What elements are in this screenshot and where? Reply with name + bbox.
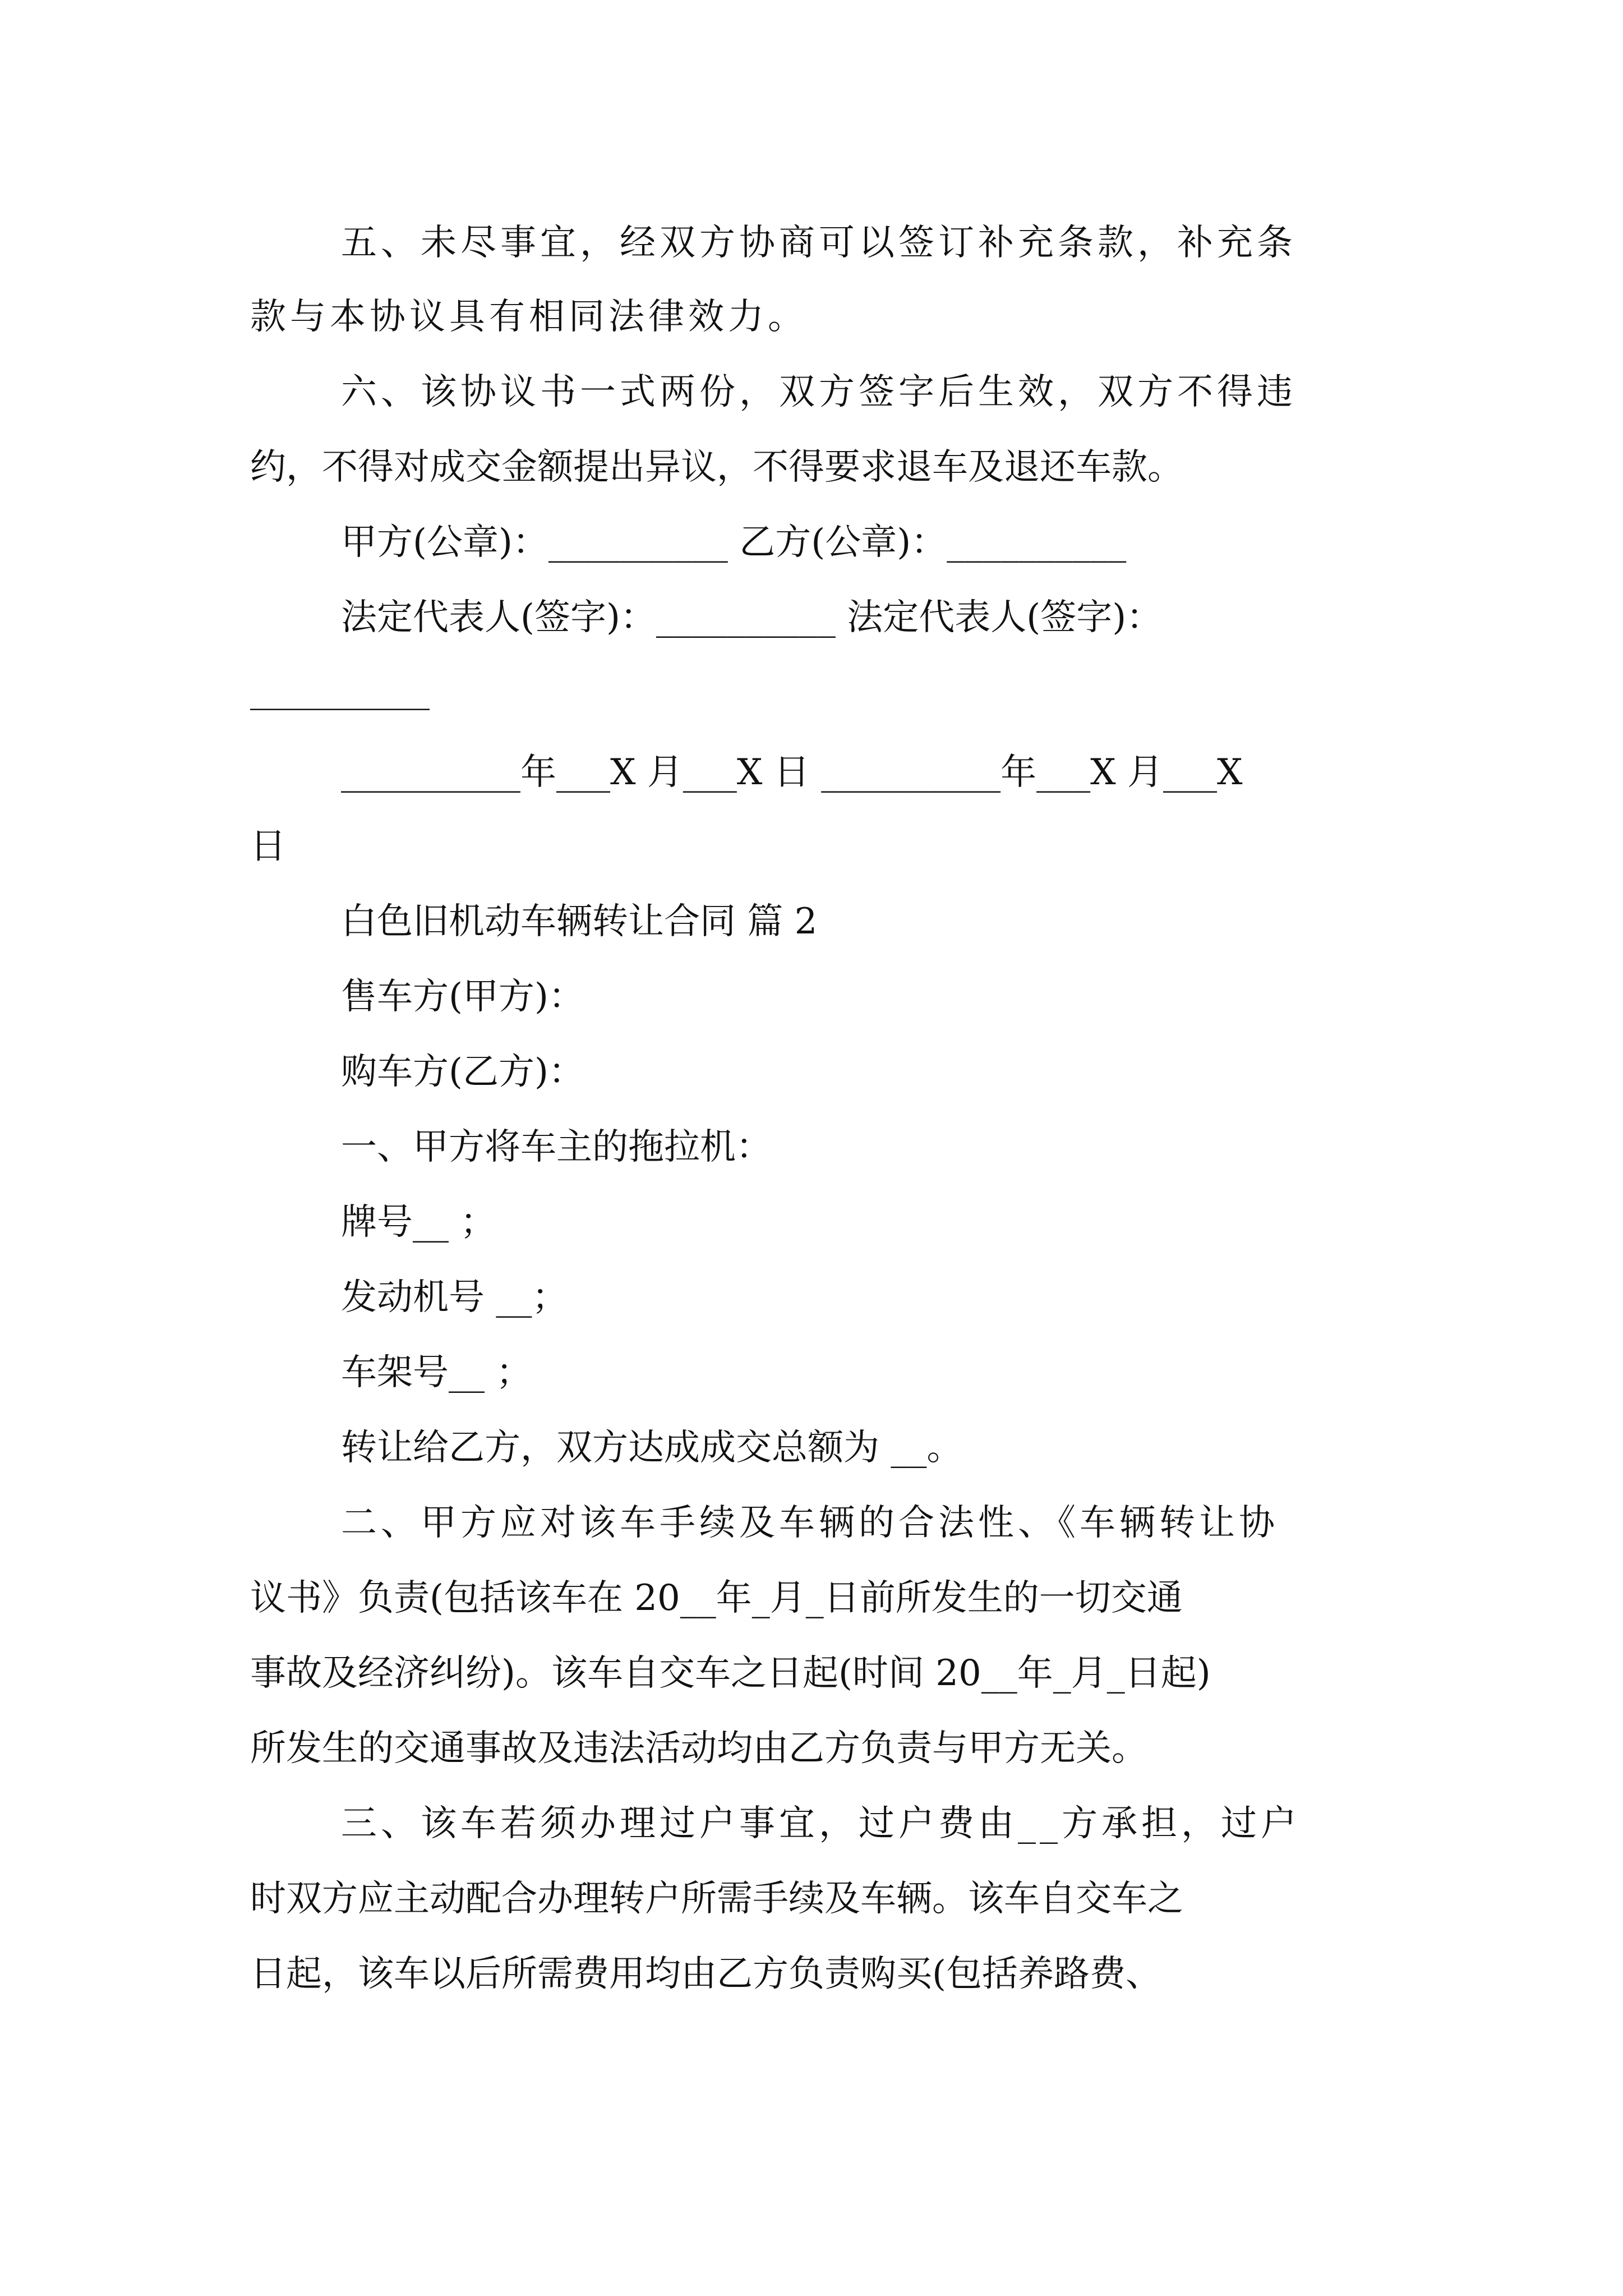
clause-3-line-3: 日起，该车以后所需费用均由乙方负责购买(包括养路费、 xyxy=(250,1953,1161,1995)
clause-2-line-3: 事故及经济纠纷)。该车自交车之日起(时间 20__年_月_日起) xyxy=(250,1653,1211,1694)
representative-line: 法定代表人(签字)：__________ 法定代表人(签字)： xyxy=(341,597,1163,638)
frame-number-line: 车架号__ ； xyxy=(341,1352,532,1393)
date-line: __________年___X 月___X 日 __________年___X 月___X xyxy=(341,752,1243,793)
clause-1-line: 一、甲方将车主的拖拉机： xyxy=(341,1126,772,1168)
seal-line: 甲方(公章)：__________ 乙方(公章)：__________ xyxy=(341,522,1127,563)
plate-number-line: 牌号__ ； xyxy=(341,1202,496,1243)
clause-3-line-1: 三、该车若须办理过户事宜，过户费由__方承担，过户 xyxy=(341,1803,1301,1844)
clause-2-line-2: 议书》负责(包括该车在 20__年_月_日前所发生的一切交通 xyxy=(250,1577,1183,1619)
engine-number-line: 发动机号 __； xyxy=(341,1277,568,1318)
clause-2-line-4: 所发生的交通事故及违法活动均由乙方负责与甲方无关。 xyxy=(250,1728,1147,1769)
clause-5-line-1: 五、未尽事宜，经双方协商可以签订补充条款，补充条 xyxy=(341,222,1297,264)
clause-2-line-1: 二、甲方应对该车手续及车辆的合法性、《车辆转让协 xyxy=(341,1502,1279,1544)
seller-line: 售车方(甲方)： xyxy=(341,976,584,1018)
date-line-end: 日 xyxy=(250,826,286,867)
transfer-amount-line: 转让给乙方，双方达成成交总额为 __。 xyxy=(341,1427,963,1469)
clause-6-line-2: 约，不得对成交金额提出异议，不得要求退车及退还车款。 xyxy=(250,447,1183,488)
representative-blank: __________ xyxy=(250,669,430,711)
clause-3-line-2: 时双方应主动配合办理转户所需手续及车辆。该车自交车之 xyxy=(250,1878,1183,1920)
clause-6-line-1: 六、该协议书一式两份，双方签字后生效，双方不得违 xyxy=(341,371,1297,413)
clause-5-line-2: 款与本协议具有相同法律效力。 xyxy=(250,296,808,338)
section-title: 白色旧机动车辆转让合同 篇 2 xyxy=(341,901,818,942)
buyer-line: 购车方(乙方)： xyxy=(341,1051,584,1093)
